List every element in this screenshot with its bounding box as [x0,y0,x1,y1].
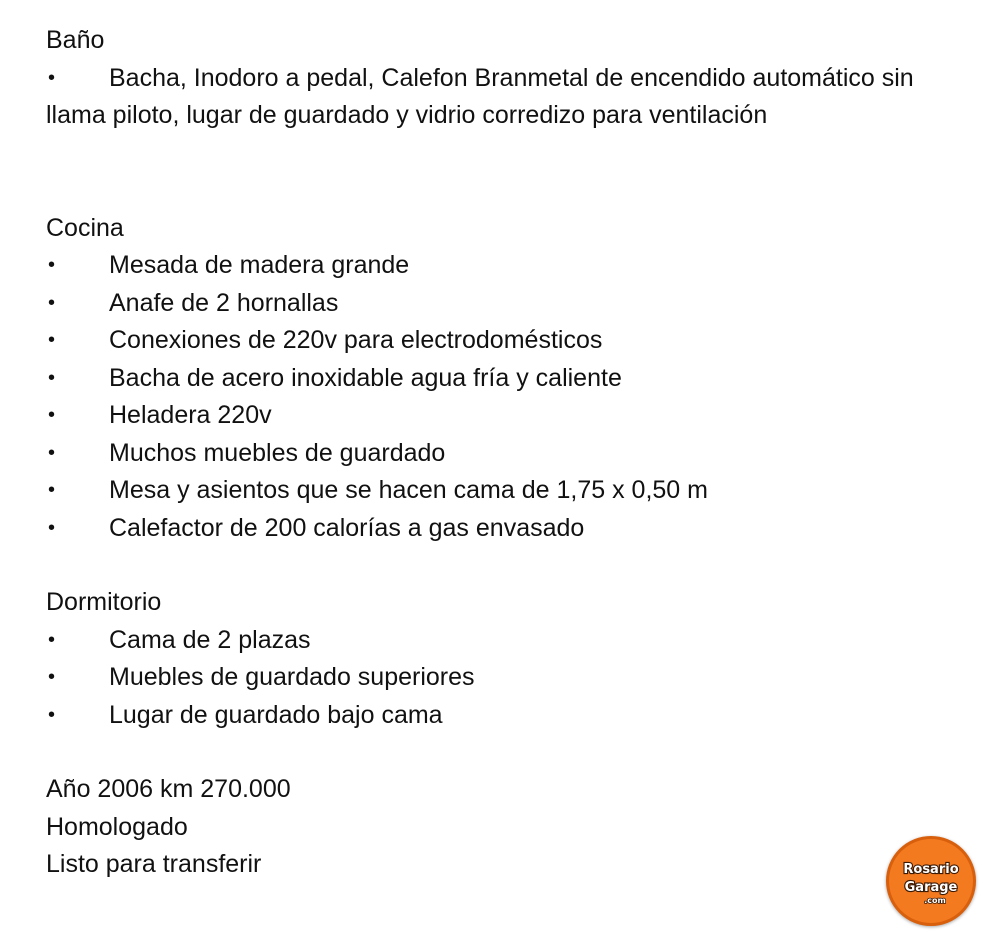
bullet-icon: • [48,254,56,276]
list-item-text: Calefactor de 200 calorías a gas envasado [109,513,585,542]
bullet-icon: • [48,329,56,351]
bullet-icon: • [48,479,56,501]
bullet-icon: • [48,666,56,688]
list-item-text: Heladera 220v [109,401,272,429]
list-item-text: Bacha, Inodoro a pedal, Calefon Branmetal de encendido automático sin llama piloto, lugar de guardado y vidrio corredizo para ventilación [46,63,914,129]
list-item [46,435,976,473]
cocina-list [46,247,976,547]
footer-year-km: Año 2006 km 270.000 [46,775,291,803]
list-item-text: Lugar de guardado bajo cama [109,700,443,729]
list-item-text: Mesada de madera grande [109,251,410,279]
list-item-text: Muchos muebles de guardado [109,438,446,467]
list-item-text: Bacha de acero inoxidable agua fría y caliente [109,363,622,392]
bullet-icon: • [48,441,56,464]
list-item [46,510,976,548]
bullet-icon: • [48,404,56,426]
bullet-icon: • [48,703,56,726]
bullet-icon: • [48,291,56,314]
bullet-icon: • [48,66,56,89]
rosario-garage-logo-icon [886,836,976,926]
list-item-text: Anafe de 2 hornallas [109,288,339,317]
list-item [46,622,976,660]
list-item [46,285,976,323]
logo-text-line2: Garage [904,880,958,895]
list-item-text: Cama de 2 plazas [109,625,311,654]
bullet-icon: • [48,366,56,389]
list-item-text: Mesa y asientos que se hacen cama de 1,75 x 0,50 m [109,476,708,504]
list-item [46,397,976,435]
list-item [46,247,976,285]
footer-homologado: Homologado [46,812,188,841]
list-item-text: Muebles de guardado superiores [109,663,475,691]
list-item [46,360,976,398]
footer-transfer: Listo para transferir [46,850,262,878]
dormitorio-list [46,622,976,735]
list-item [46,472,976,510]
list-item [46,697,976,735]
list-item [46,60,976,135]
bano-list [46,60,976,135]
bullet-icon: • [48,628,56,651]
logo-text-line1: Rosario [903,862,959,877]
list-item [46,659,976,697]
logo-text-line3: .com [924,896,946,905]
bullet-icon: • [48,516,56,539]
list-item [46,322,976,360]
logo-graphic [889,839,973,923]
section-heading-dormitorio: Dormitorio [46,588,162,616]
section-heading-cocina: Cocina [46,213,124,242]
document-body [46,22,976,884]
section-heading-bano: Baño [46,26,105,54]
list-item-text: Conexiones de 220v para electrodomésticos [109,326,603,354]
